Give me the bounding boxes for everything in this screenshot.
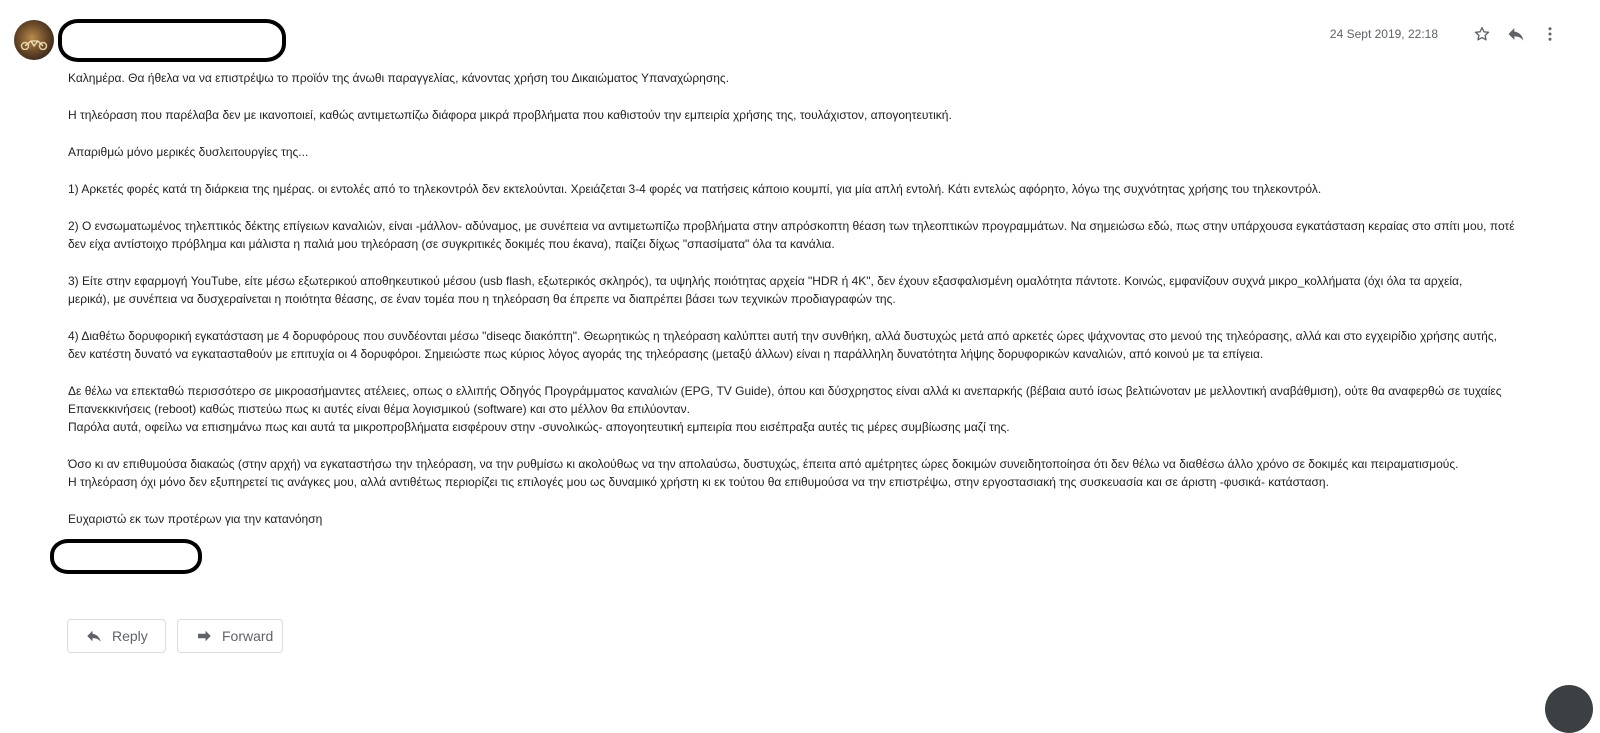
forward-button[interactable] <box>177 619 283 653</box>
message-line: δεν είχα αντίστοιχο πρόβλημα και μάλιστα η παλιά μου τηλεόραση (σε συγκριτικές δοκιμές που έκανα), παίζει δίχως "σπασίματα" όλα τα κανάλια. <box>68 237 835 251</box>
reply-icon <box>84 626 104 646</box>
message-line: Όσο κι αν επιθυμούσα διακαώς (στην αρχή) να εγκαταστήσω την τηλεόραση, να την ρυθμίσω κι ακολούθως να την απολαύσω, δυστυχώς, έπειτα από αμέτρητες ώρες δοκιμών συνειδητοποίησα ότι δεν θέλω να διαθέσω άλλο χρόνο σε δοκιμές και πειραματισμούς. <box>68 457 1459 471</box>
message-date: 24 Sept 2019, 22:18 <box>1329 27 1438 41</box>
redacted-sender-name <box>58 19 286 62</box>
message-line: 4) Διαθέτω δορυφορική εγκατάσταση με 4 δορυφόρους που συνδέονται μέσω "diseqc διακόπτη". Θεωρητικώς η τηλεόραση καλύπτει αυτή την συνθήκη, αλλά δυστυχώς μετά από αρκετές ώρες ψάχνοντας στο μενού της τηλεόρασης, αλλά και στο εγχειρίδιο χρήσης αυτής, <box>68 329 1497 343</box>
reply-button-label: Reply <box>112 628 148 644</box>
forward-button-label: Forward <box>222 628 274 644</box>
message-line: μερικά), με συνέπεια να δυσχεραίνεται η ποιότητα θέασης, σε έναν τομέα που η τηλεόραση θα έπρεπε να διαπρέπει βάσει των τεχνικών προδιαγραφών της. <box>68 292 896 306</box>
more-vert-icon[interactable] <box>1538 22 1562 46</box>
message-closing: Ευχαριστώ εκ των προτέρων για την κατανόηση <box>68 512 323 526</box>
sender-avatar[interactable] <box>14 20 54 60</box>
reply-icon[interactable] <box>1504 22 1528 46</box>
message-paragraph <box>68 327 1568 363</box>
message-line: δεν κατέστη δυνατό να εγκατασταθούν με επιτυχία οι 4 δορυφόροι. Σημειώστε πως κύριος λόγος αγοράς της τηλεόρασης (μεταξύ άλλων) είναι η παράλληλη δυνατότητα λήψης δορυφορικών καναλιών, από κοινού με τα επίγεια. <box>68 347 1264 361</box>
floating-action-button[interactable] <box>1545 685 1593 733</box>
message-body <box>68 69 1568 547</box>
reply-button[interactable] <box>67 619 166 653</box>
message-line: Επανεκκινήσεις (reboot) καθώς πιστεύω πως κι αυτές είναι θέμα λογισμικού (software) και στο μέλλον θα επιλύονταν. <box>68 402 690 416</box>
message-paragraph <box>68 217 1568 253</box>
message-paragraph <box>68 455 1568 491</box>
message-paragraph: Καλημέρα. Θα ήθελα να να επιστρέψω το προϊόν της άνωθι παραγγελίας, κάνοντας χρήση του Δικαιώματος Υπαναχώρησης. <box>68 71 730 85</box>
motorcycle-icon <box>20 38 48 50</box>
message-paragraph: Απαριθμώ μόνο μερικές δυσλειτουργίες της... <box>68 145 309 159</box>
forward-icon <box>194 626 214 646</box>
message-paragraph: 1) Αρκετές φορές κατά τη διάρκεια της ημέρας. οι εντολές από το τηλεκοντρόλ δεν εκτελούνται. Χρειάζεται 3-4 φορές να πατήσεις κάποιο κουμπί, για μία απλή εντολή. Κάτι εντελώς αφόρητο, λόγω της συχνότητας χρήσης του τηλεκοντρόλ. <box>68 182 1322 196</box>
message-line: 2) Ο ενσωματωμένος τηλεπτικός δέκτης επίγειων καναλιών, είναι -μάλλον- αδύναμος, με συνέπεια να αντιμετωπίζω προβλήματα στην απρόσκοπτη θέαση των τηλεοπτικών προγραμμάτων. Να σημειώσω εδώ, πως στην υπάρχουσα εγκατάσταση κεραίας στο σπίτι μου, ποτέ <box>68 219 1515 233</box>
message-line: 3) Είτε στην εφαρμογή YouTube, είτε μέσω εξωτερικού αποθηκευτικού μέσου (usb flash, εξωτερικός σκληρός), τα υψηλής ποιότητας αρχεία "HDR ή 4K", δεν έχουν εξασφαλισμένη ομαλότητα πάντοτε. Κοινώς, εμφανίζουν συχνά μικρο_κολλήματα (όχι όλα τα αρχεία, <box>68 274 1463 288</box>
message-line: Παρόλα αυτά, οφείλω να επισημάνω πως και αυτά τα μικροπροβλήματα εισφέρουν στην -συνολικώς- απογοητευτική εμπειρία που εισέπραξα αυτές τις μέρες συμβίωσης μαζί της. <box>68 420 1010 434</box>
message-paragraph: Η τηλεόραση που παρέλαβα δεν με ικανοποιεί, καθώς αντιμετωπίζω διάφορα μικρά προβλήματα που καθιστούν την εμπειρία χρήσης της, τουλάχιστον, απογοητευτική. <box>68 108 952 122</box>
star-icon[interactable] <box>1470 22 1494 46</box>
message-paragraph <box>68 272 1568 308</box>
message-line: Δε θέλω να επεκταθώ περισσότερο σε μικροασήμαντες ατέλειες, οπως ο ελλιπής Οδηγός Προγράμματος καναλιών (EPG, TV Guide), όπου και δύσχρηστος είναι αλλά κι ανεπαρκής (βέβαια αυτό ίσως βελτιώνοταν με μελλοντική αναβάθμιση), ούτε θα αναφερθώ σε τυχαίες <box>68 384 1502 398</box>
message-paragraph <box>68 382 1568 436</box>
redacted-signature <box>50 539 202 574</box>
message-header-actions <box>1330 22 1562 46</box>
message-line: Η τηλεόραση όχι μόνο δεν εξυπηρετεί τις ανάγκες μου, αλλά αντιθέτως περιορίζει τις επιλογές μου ως δυναμικό χρήστη κι εκ τούτου θα επιθυμούσα να την επιστρέψω, στην εργοστασιακή της συσκευασία και σε άριστη -φυσικά- κατάσταση. <box>68 475 1329 489</box>
